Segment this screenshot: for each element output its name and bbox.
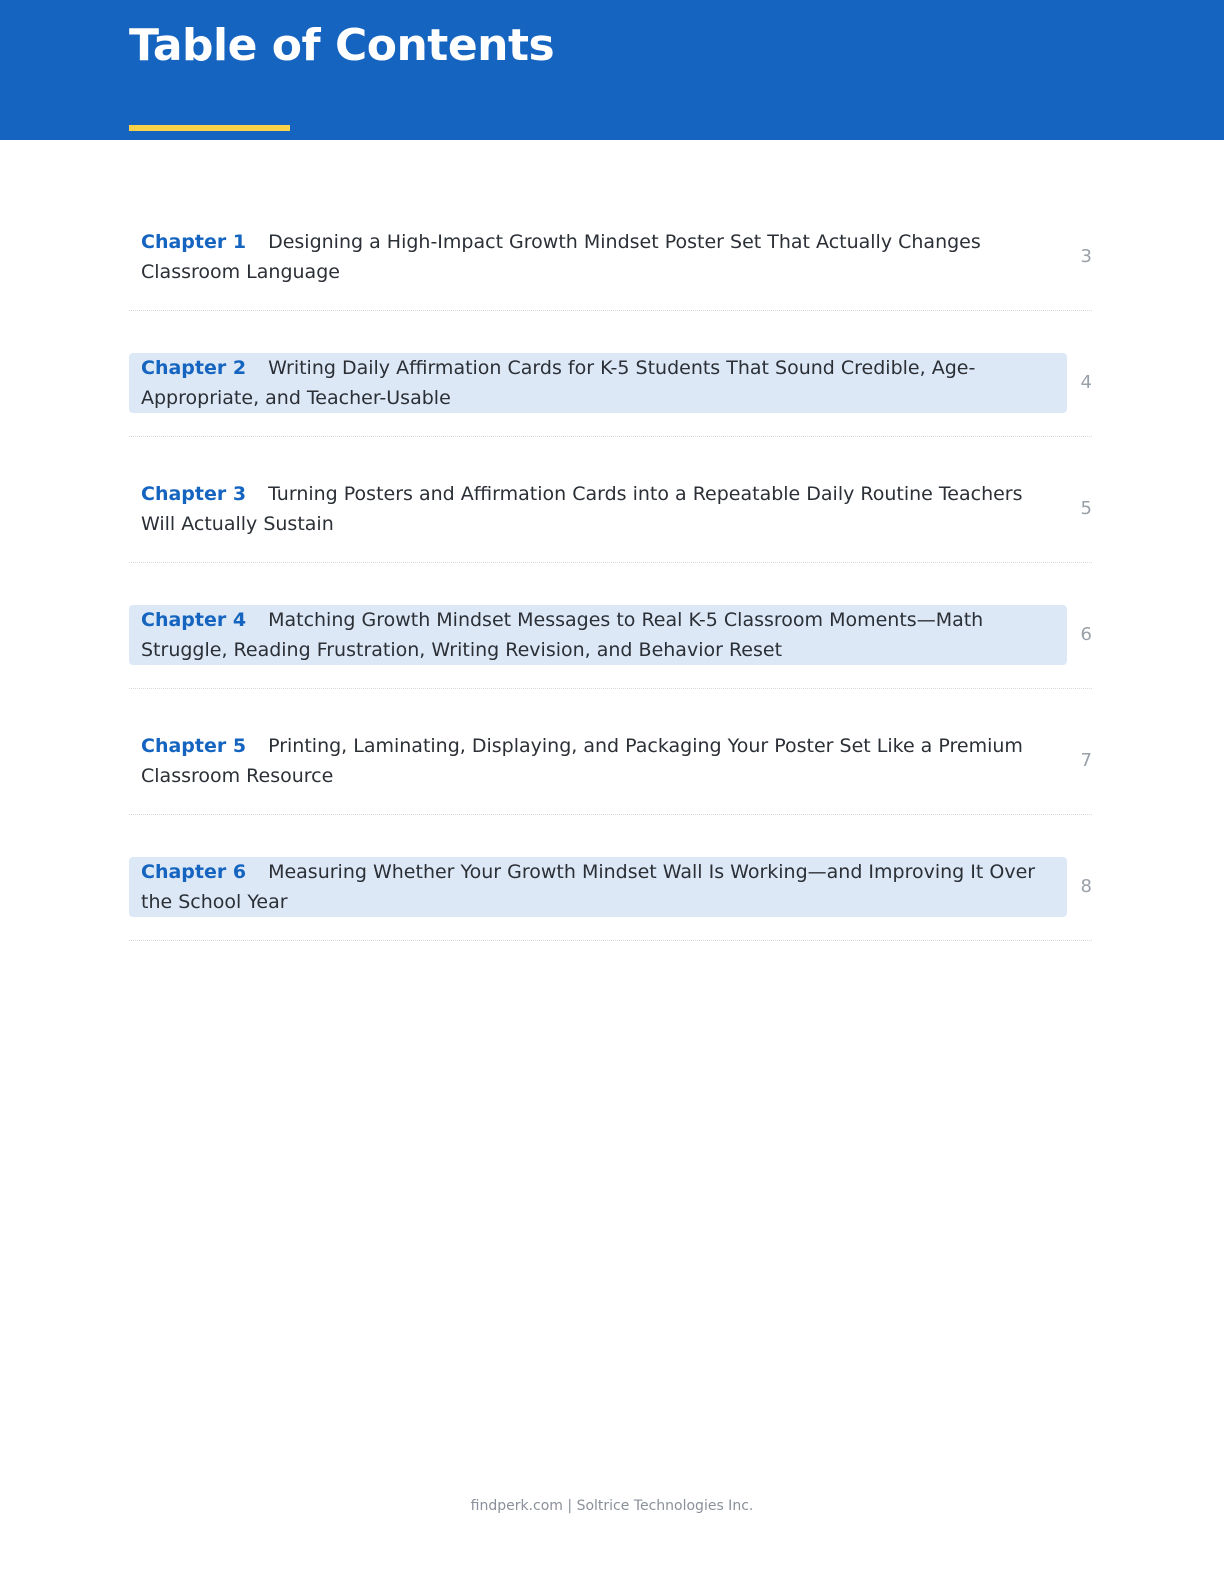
chapter-title: Writing Daily Affirmation Cards for K-5 Students That Sound Credible, Age-Appropriate, and Teacher-Usable [141, 357, 976, 409]
chapter-label: Chapter 5 [141, 735, 247, 757]
chapter-label: Chapter 4 [141, 609, 247, 631]
toc-entry-box [129, 479, 1067, 539]
title-accent-bar [129, 125, 290, 131]
chapter-title: Designing a High-Impact Growth Mindset Poster Set That Actually Changes Classroom Language [141, 231, 981, 283]
page-title: Table of Contents [129, 20, 555, 71]
page-number: 7 [1080, 750, 1092, 771]
page-number: 3 [1080, 246, 1092, 267]
toc-entry[interactable] [129, 563, 1092, 689]
toc-entry-text [141, 479, 1055, 539]
toc-entry-text [141, 227, 1055, 287]
toc-list [129, 185, 1092, 941]
chapter-label: Chapter 1 [141, 231, 247, 253]
toc-entry-text [141, 731, 1055, 791]
chapter-label: Chapter 3 [141, 483, 247, 505]
toc-entry[interactable] [129, 689, 1092, 815]
page-number: 6 [1080, 624, 1092, 645]
page-number: 4 [1080, 372, 1092, 393]
toc-entry-box [129, 731, 1067, 791]
chapter-title: Matching Growth Mindset Messages to Real K-5 Classroom Moments—Math Struggle, Reading Frustration, Writing Revision, and Behavior Reset [141, 609, 984, 661]
chapter-title: Measuring Whether Your Growth Mindset Wall Is Working—and Improving It Over the School Year [141, 861, 1036, 913]
page-number: 8 [1080, 876, 1092, 897]
toc-entry[interactable] [129, 311, 1092, 437]
toc-entry-box [129, 353, 1067, 413]
chapter-label: Chapter 6 [141, 861, 247, 883]
header-banner [0, 0, 1224, 140]
chapter-title: Turning Posters and Affirmation Cards into a Repeatable Daily Routine Teachers Will Actually Sustain [141, 483, 1023, 535]
toc-entry[interactable] [129, 437, 1092, 563]
page-number: 5 [1080, 498, 1092, 519]
toc-entry[interactable] [129, 815, 1092, 941]
toc-entry[interactable] [129, 185, 1092, 311]
toc-entry-box [129, 227, 1067, 287]
page-footer: findperk.com | Soltrice Technologies Inc. [470, 1498, 754, 1514]
toc-entry-box [129, 857, 1067, 917]
chapter-label: Chapter 2 [141, 357, 247, 379]
toc-entry-text [141, 857, 1055, 917]
chapter-title: Printing, Laminating, Displaying, and Packaging Your Poster Set Like a Premium Classroom Resource [141, 735, 1023, 787]
toc-entry-text [141, 605, 1055, 665]
toc-entry-box [129, 605, 1067, 665]
toc-entry-text [141, 353, 1055, 413]
